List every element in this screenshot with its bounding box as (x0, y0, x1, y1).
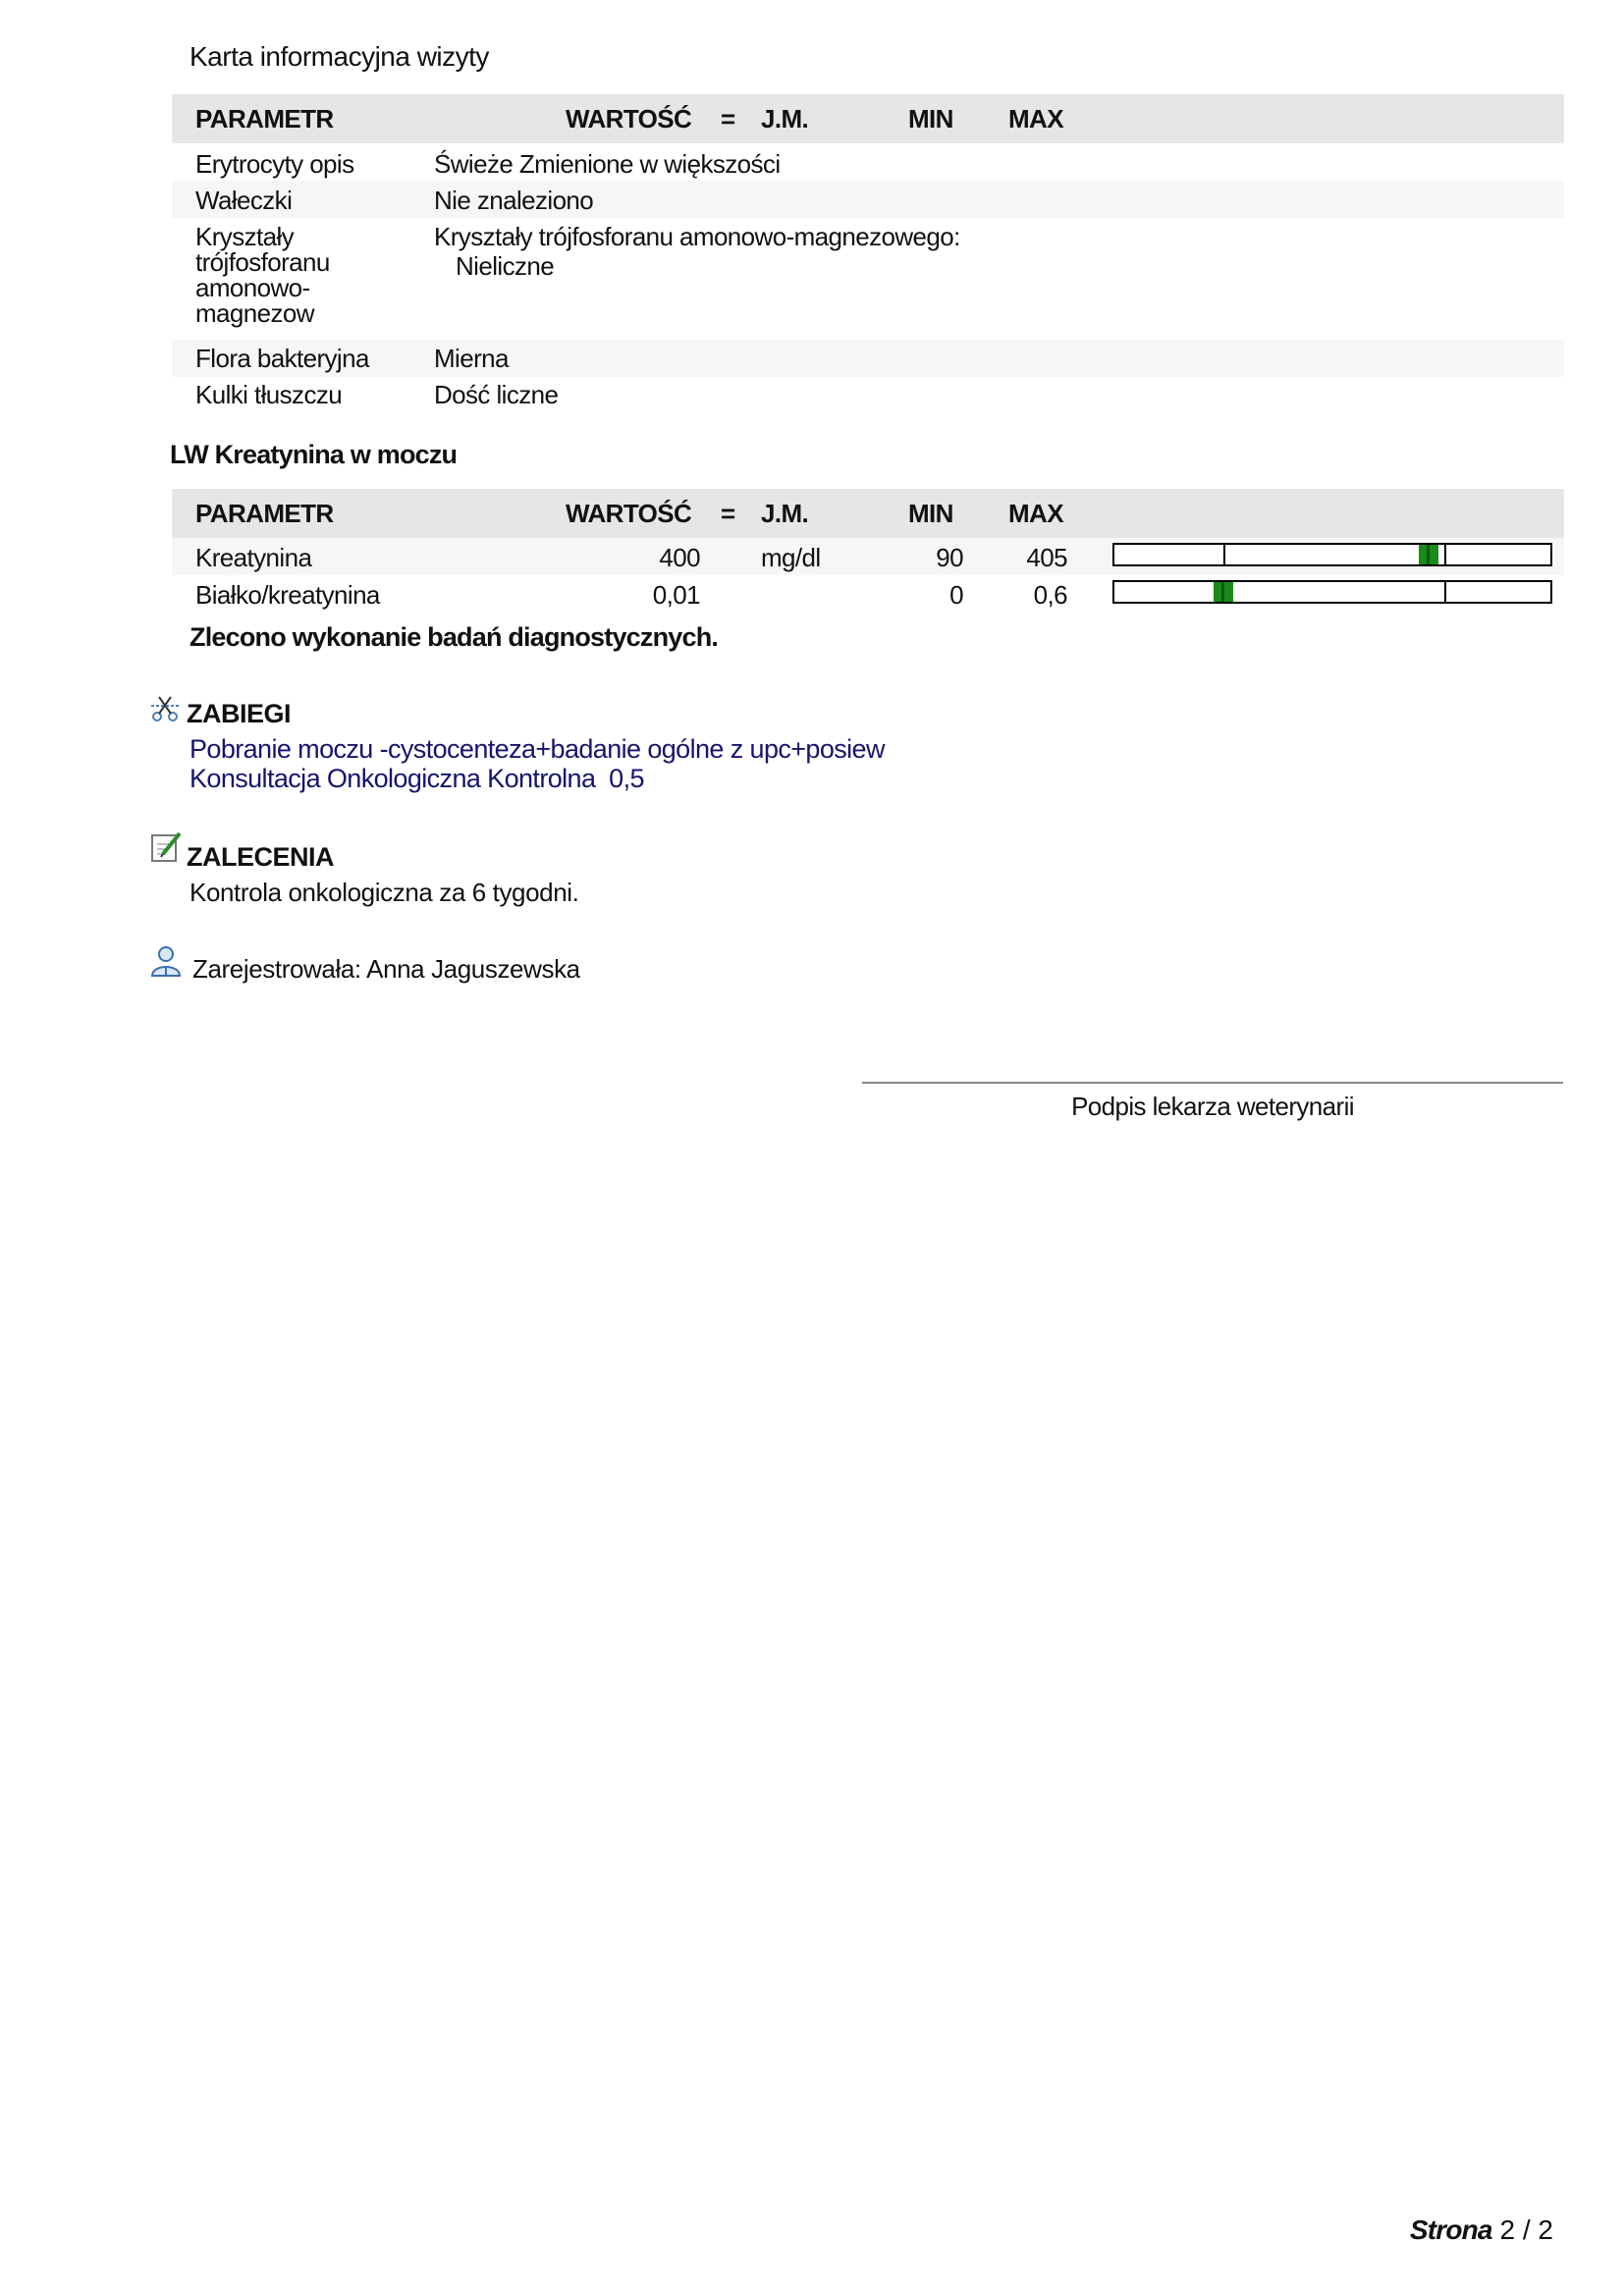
param-max: 0,6 (1033, 580, 1067, 610)
param-value: 0,01 (652, 580, 700, 610)
procedures-heading: ZABIEGI (187, 699, 292, 728)
table-row (172, 181, 1564, 218)
header-eq: = (721, 104, 735, 133)
table-row (172, 218, 1564, 340)
user-icon (149, 944, 183, 978)
notepad-pencil-icon (149, 830, 183, 864)
page-label: Strona (1409, 2215, 1492, 2245)
page-number (1410, 2215, 1553, 2246)
procedure-item: Konsultacja Onkologiczna Kontrolna 0,5 (189, 764, 644, 793)
header-value: WARTOŚĆ (566, 104, 692, 133)
header-param: PARAMETR (195, 104, 334, 133)
param-min: 0 (949, 580, 963, 610)
header-value: WARTOŚĆ (566, 499, 692, 528)
recommendations-text: Kontrola onkologiczna za 6 tygodni. (189, 878, 579, 907)
table-row (172, 575, 1564, 613)
param-max: 405 (1026, 543, 1067, 572)
table-row (172, 538, 1564, 575)
header-max: MAX (1008, 499, 1063, 528)
header-unit: J.M. (761, 499, 809, 528)
range-value-marker (1419, 545, 1438, 564)
signature-label: Podpis lekarza weterynarii (1071, 1092, 1354, 1121)
header-unit: J.M. (761, 104, 809, 133)
param-name: Kulki tłuszczu (195, 380, 343, 409)
param-name-line: Kryształy (195, 222, 295, 251)
param-name: Białko/kreatynina (195, 580, 380, 610)
range-bar (1112, 543, 1552, 566)
param-min: 90 (936, 543, 963, 572)
range-value-marker (1214, 582, 1233, 602)
table-row (172, 143, 1564, 181)
range-min-tick (1223, 545, 1225, 564)
scissors-icon (149, 693, 181, 724)
header-min: MIN (908, 499, 953, 528)
param-value-line: Nieliczne (456, 251, 555, 281)
signature-line (862, 1082, 1563, 1084)
table-row (172, 340, 1564, 377)
param-name: Flora bakteryjna (195, 344, 369, 373)
table-header (172, 94, 1564, 143)
page-total: / 2 (1522, 2215, 1553, 2245)
param-name: Wałeczki (195, 186, 293, 215)
procedure-item: Pobranie moczu -cystocenteza+badanie ogólne z upc+posiew (189, 734, 885, 764)
param-value-line: Kryształy trójfosforanu amonowo-magnezowego: (434, 222, 960, 251)
creatinine-section-title: LW Kreatynina w moczu (170, 440, 458, 469)
table-header (172, 489, 1564, 538)
param-name: Erytrocyty opis (195, 149, 354, 179)
header-param: PARAMETR (195, 499, 334, 528)
header-eq: = (721, 499, 735, 528)
param-unit: mg/dl (761, 543, 821, 572)
param-name-line: trójfosforanu (195, 247, 330, 277)
param-value: Świeże Zmienione w większości (434, 149, 781, 179)
param-value: 400 (659, 543, 700, 572)
header-max: MAX (1008, 104, 1063, 133)
page-current: 2 (1499, 2215, 1516, 2245)
range-bar (1112, 580, 1552, 604)
document-title: Karta informacyjna wizyty (189, 41, 489, 72)
range-max-tick (1444, 582, 1446, 602)
recommendations-heading: ZALECENIA (187, 842, 334, 872)
registered-by: Zarejestrowała: Anna Jaguszewska (192, 954, 580, 984)
diagnostics-note: Zlecono wykonanie badań diagnostycznych. (189, 622, 719, 652)
param-value: Nie znaleziono (434, 186, 594, 215)
param-name-line: amonowo- (195, 273, 310, 302)
range-max-tick (1444, 545, 1446, 564)
param-name-line: magnezow (195, 298, 314, 328)
param-value: Mierna (434, 344, 509, 373)
table-row (172, 377, 1564, 414)
header-min: MIN (908, 104, 953, 133)
param-value: Dość liczne (434, 380, 559, 409)
param-name: Kreatynina (195, 543, 312, 572)
